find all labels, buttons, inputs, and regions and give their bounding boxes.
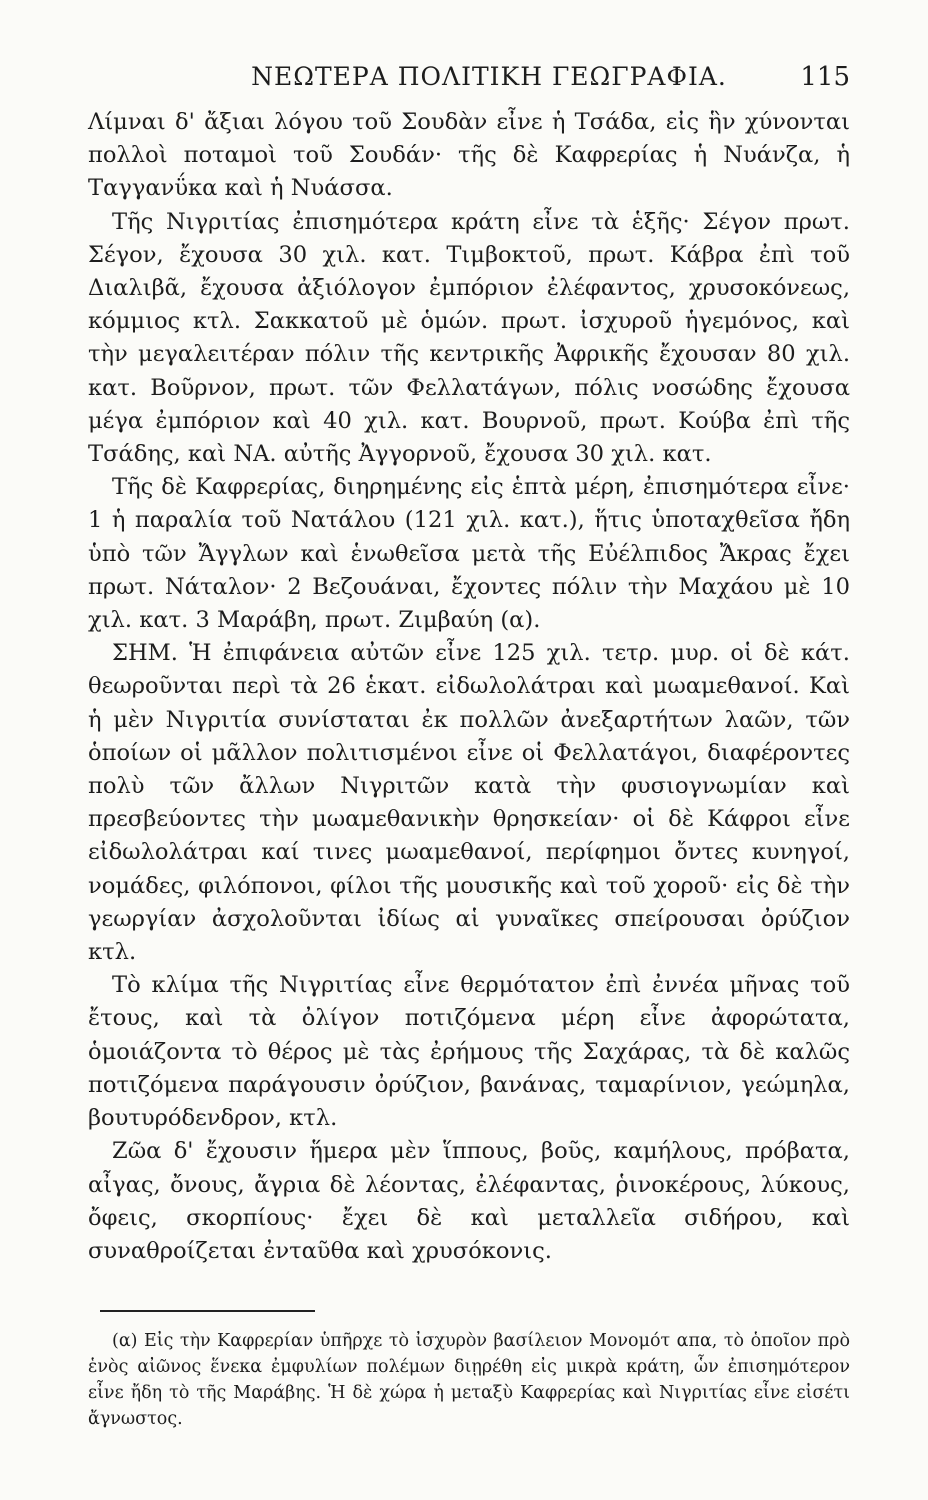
running-head: ΝΕΩΤΕΡΑ ΠΟΛΙΤΙΚΗ ΓΕΩΓΡΑΦΙΑ. <box>251 62 727 91</box>
paragraph-lakes: Λίμναι δ' ἄξιαι λόγου τοῦ Σουδὰν εἶνε ἡ Τσάδα, εἰς ἣν χύνονται πολλοὶ ποταμοὶ τοῦ Σουδάν· τῆς δὲ Καφρερίας ἡ Νυάνζα, ἡ Ταγγανΰκα καὶ ἡ Νυάσσα. <box>88 109 850 202</box>
paragraph-nigritia-states: Τῆς Νιγριτίας ἐπισημότερα κράτη εἶνε τὰ ἑξῆς· Σέγον πρωτ. Σέγον, ἔχουσα 30 χιλ. κατ. Τιμβοκτοῦ, πρωτ. Κάβρα ἐπὶ τοῦ Διαλιβᾶ, ἔχουσα ἀξιόλογον ἐμπόριον ἐλέφαντος, χρυσοκόνεως, κόμμιος κτλ. Σακκατοῦ μὲ ὁμών. πρωτ. ἰσχυροῦ ἡγεμόνος, καὶ τὴν μεγαλειτέραν πόλιν τῆς κεντρικῆς Ἀφρικῆς ἔχουσαν 80 χιλ. κατ. Βοῦρνον, πρωτ. τῶν Φελλατάγων, πόλις νοσώδης ἔχουσα μέγα ἐμπόριον καὶ 40 χιλ. κατ. Βουρνοῦ, πρωτ. Κούβα ἐπὶ τῆς Τσάδης, καὶ ΝΑ. αὐτῆς Ἀγγορνοῦ, ἔχουσα 30 χιλ. κατ. <box>88 208 850 468</box>
paragraph-animals: Ζῶα δ' ἔχουσιν ἥμερα μὲν ἵππους, βοῦς, καμήλους, πρόβατα, αἶγας, ὄνους, ἄγρια δὲ λέοντας, ἐλέφαντας, ῥινοκέρους, λύκους, ὄφεις, σκορπίους· ἔχει δὲ καὶ μεταλλεῖα σιδήρου, καὶ συναθροίζεται ἐνταῦθα καὶ χρυσόκονις. <box>88 1138 850 1264</box>
paragraph-note: ΣΗΜ. Ἡ ἐπιφάνεια αὐτῶν εἶνε 125 χιλ. τετρ. μυρ. οἱ δὲ κάτ. θεωροῦνται περὶ τὰ 26 ἑκατ. εἰδωλολάτραι καὶ μωαμεθανοί. Καὶ ἡ μὲν Νιγριτία συνίσταται ἐκ πολλῶν ἀνεξαρτήτων λαῶν, τῶν ὁποίων οἱ μᾶλλον πολιτισμένοι εἶνε οἱ Φελλατάγοι, διαφέροντες πολὺ τῶν ἄλλων Νιγριτῶν κατὰ τὴν φυσιογνωμίαν καὶ πρεσβεύοντες τὴν μωαμεθανικὴν θρησκείαν· οἱ δὲ Κάφροι εἶνε εἰδωλολάτραι καί τινες μωαμεθανοί, περίφημοι ὄντες κυνηγοί, νομάδες, φιλόπονοι, φίλοι τῆς μουσικῆς καὶ τοῦ χοροῦ· εἰς δὲ τὴν γεωργίαν ἀσχολοῦνται ἰδίως αἱ γυναῖκες σπείρουσαι ὀρύζιον κτλ. <box>88 640 850 966</box>
paragraph-kafreria-parts: Τῆς δὲ Καφρερίας, διηρημένης εἰς ἑπτὰ μέρη, ἐπισημότερα εἶνε· 1 ἡ παραλία τοῦ Νατάλου (121 χιλ. κατ.), ἥτις ὑποταχθεῖσα ἤδη ὑπὸ τῶν Ἄγγλων καὶ ἑνωθεῖσα μετὰ τῆς Εὐέλπιδος Ἄκρας ἔχει πρωτ. Νάταλον· 2 Βεζουάναι, ἔχοντες πόλιν τὴν Μαχάου μὲ 10 χιλ. κατ. 3 Μαράβη, πρωτ. Ζιμβαύη (α). <box>88 474 850 634</box>
paragraph-climate: Τὸ κλίμα τῆς Νιγριτίας εἶνε θερμότατον ἐπὶ ἐννέα μῆνας τοῦ ἔτους, καὶ τὰ ὀλίγον ποτιζόμενα μέρη εἶνε ἀφορώτατα, ὁμοιάζοντα τὸ θέρος μὲ τὰς ἐρήμους τῆς Σαχάρας, τὰ δὲ καλῶς ποτιζόμενα παράγουσιν ὀρύζιον, βανάνας, ταμαρίνιον, γεώμηλα, βουτυρόδενδρον, κτλ. <box>88 972 850 1132</box>
footnote-divider <box>100 1310 315 1312</box>
page-header <box>88 62 850 106</box>
page-number: 115 <box>800 62 850 92</box>
page-body <box>88 106 850 1268</box>
footnote: (α) Εἰς τὴν Καφρερίαν ὑπῆρχε τὸ ἰσχυρὸν βασίλειον Μονομότ απα, τὸ ὁποῖον πρὸ ἑνὸς αἰῶνος ἕνεκα ἐμφυλίων πολέμων διῃρέθη εἰς μικρὰ κράτη, ὧν ἐπισημότερον εἶνε ἤδη τὸ τῆς Μαράβης. Ἡ δὲ χώρα ἡ μεταξὺ Καφρερίας καὶ Νιγριτίας εἶνε εἰσέτι ἄγνωστος. <box>88 1331 850 1430</box>
